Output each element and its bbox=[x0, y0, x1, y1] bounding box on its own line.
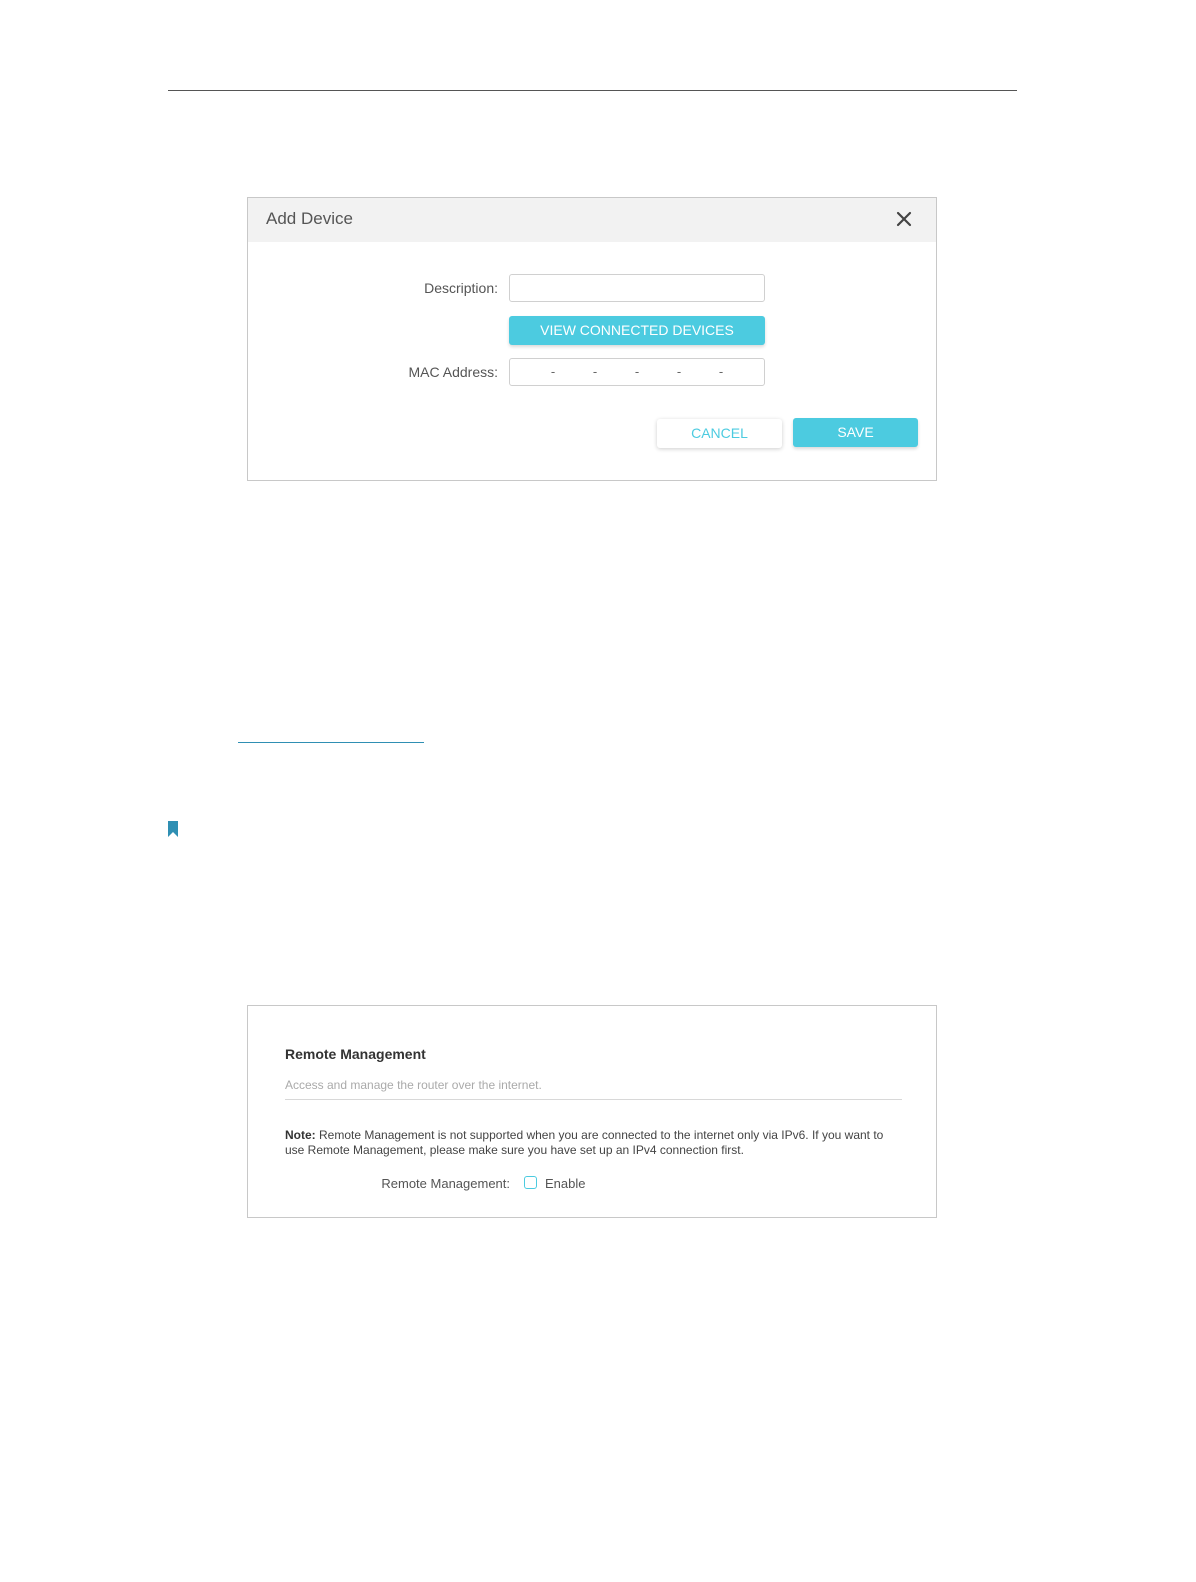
dialog-header bbox=[248, 198, 936, 242]
panel-title: Remote Management bbox=[285, 1046, 426, 1062]
mac-separator: - bbox=[550, 364, 556, 379]
panel-divider bbox=[285, 1099, 902, 1100]
remote-management-panel bbox=[247, 1005, 937, 1218]
close-icon-glyph bbox=[894, 209, 914, 229]
mac-address-separators bbox=[510, 359, 764, 385]
mac-separator: - bbox=[634, 364, 640, 379]
page-header-rule bbox=[168, 90, 1017, 91]
view-connected-devices-button[interactable]: VIEW CONNECTED DEVICES bbox=[509, 316, 765, 345]
mac-address-input[interactable] bbox=[509, 358, 765, 386]
link-underline bbox=[238, 742, 424, 743]
enable-checkbox[interactable] bbox=[524, 1176, 537, 1189]
bookmark-icon bbox=[168, 821, 178, 837]
mac-separator: - bbox=[592, 364, 598, 379]
mac-separator: - bbox=[718, 364, 724, 379]
panel-subtitle: Access and manage the router over the internet. bbox=[285, 1078, 542, 1092]
remote-management-note bbox=[285, 1128, 905, 1158]
enable-checkbox-label[interactable]: Enable bbox=[545, 1176, 586, 1191]
description-input[interactable] bbox=[509, 274, 765, 302]
close-icon[interactable] bbox=[894, 209, 914, 229]
add-device-dialog bbox=[247, 197, 937, 481]
mac-address-label: MAC Address: bbox=[408, 364, 498, 380]
mac-separator: - bbox=[676, 364, 682, 379]
dialog-title: Add Device bbox=[266, 209, 353, 228]
note-text: Remote Management is not supported when you are connected to the internet only via IPv6. If you want to use Remote Management, please make sure you have set up an IPv4 connection first. bbox=[285, 1128, 884, 1157]
cancel-button[interactable]: CANCEL bbox=[657, 419, 782, 448]
remote-management-label: Remote Management: bbox=[381, 1176, 510, 1191]
note-prefix: Note: bbox=[285, 1128, 316, 1142]
description-label: Description: bbox=[424, 280, 498, 296]
save-button[interactable]: SAVE bbox=[793, 418, 918, 447]
